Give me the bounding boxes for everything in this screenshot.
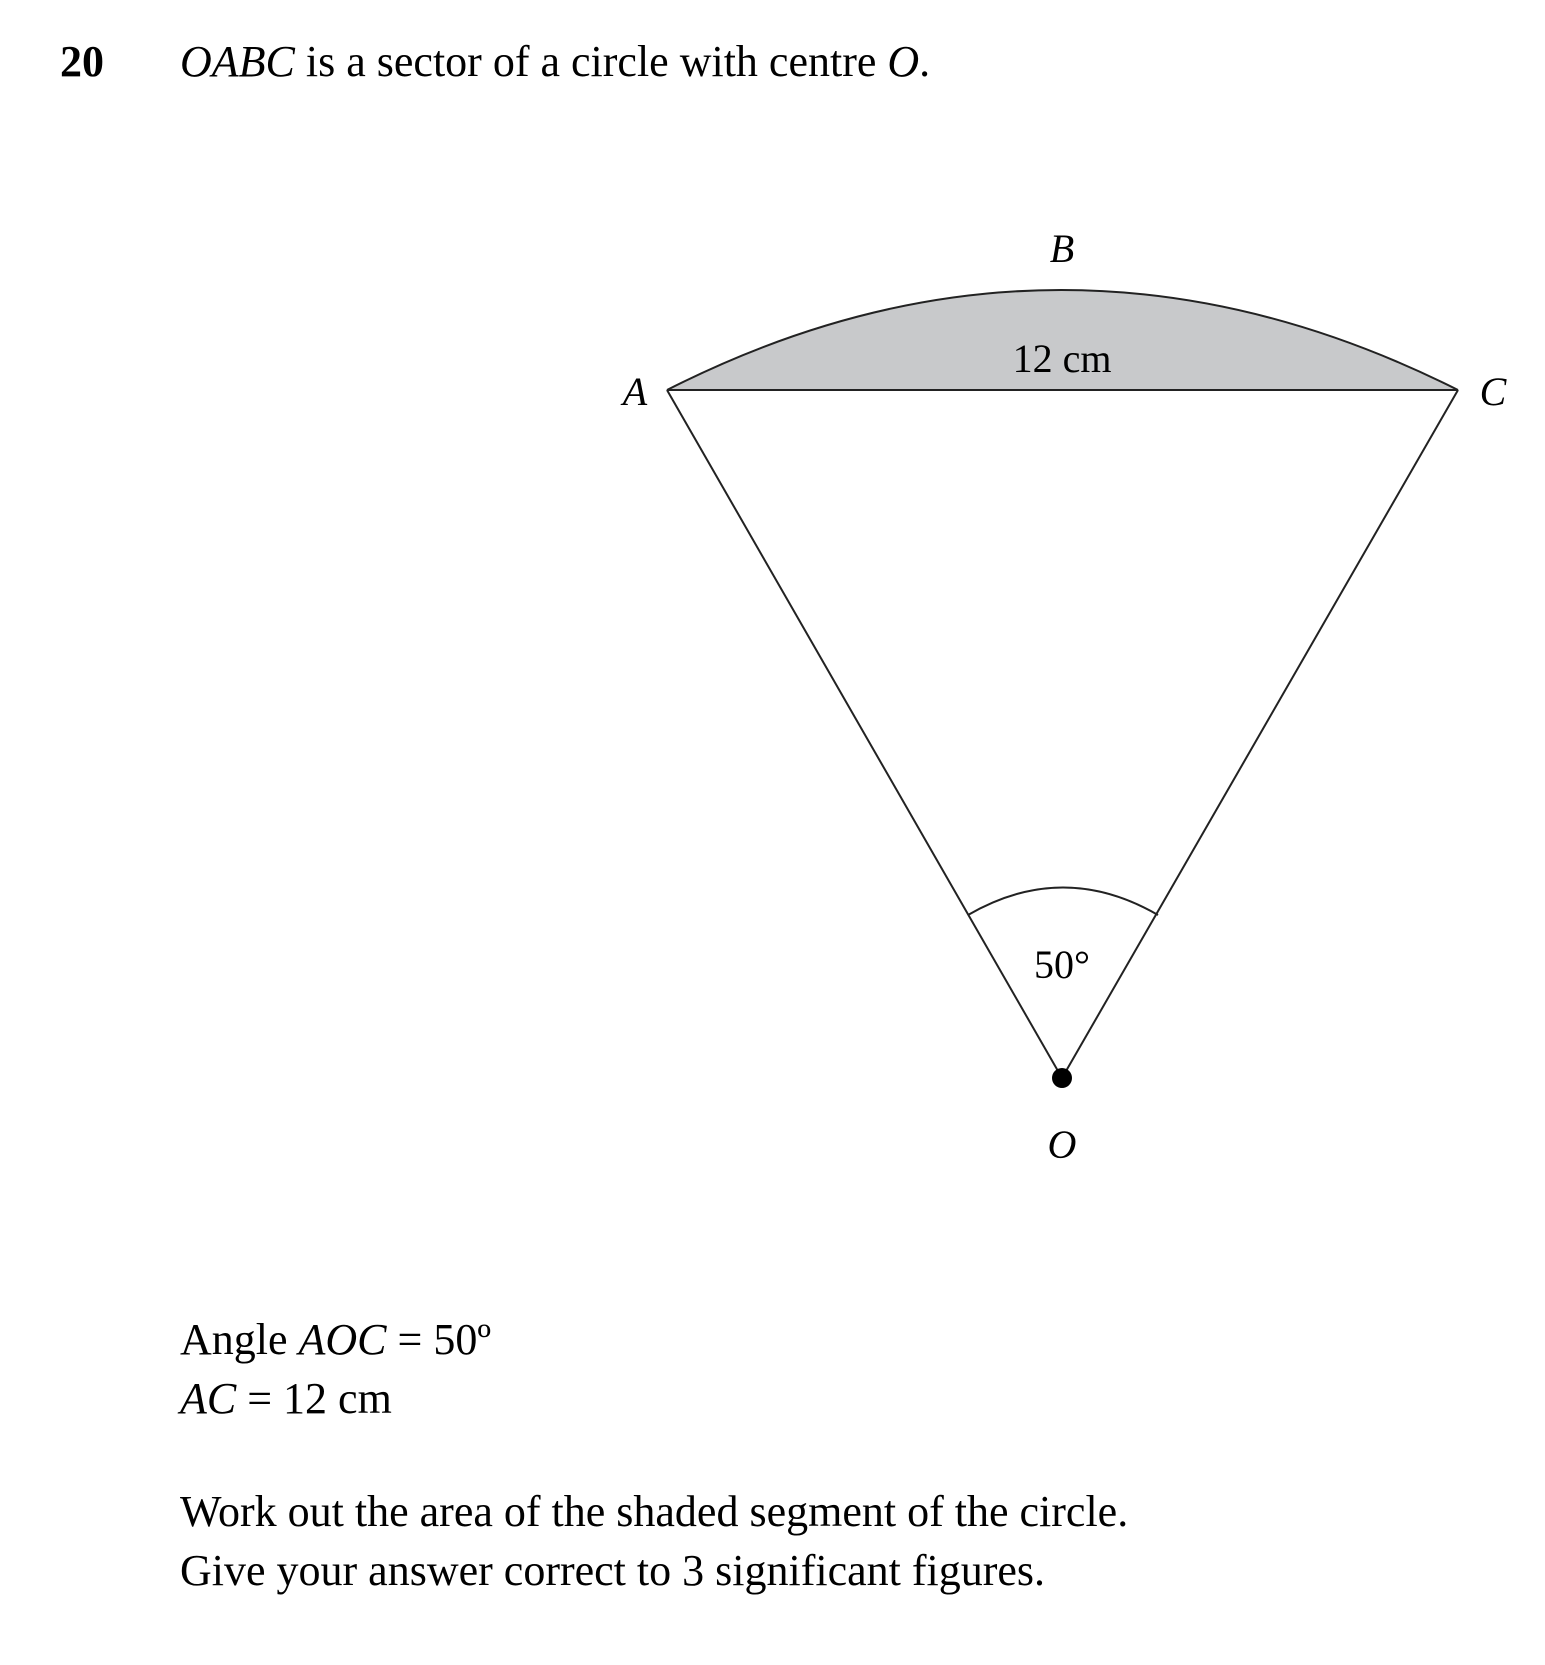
given-length-value: = 12 cm bbox=[236, 1374, 392, 1423]
label-o: O bbox=[1047, 1122, 1077, 1167]
angle-arc bbox=[968, 888, 1158, 916]
given-angle bbox=[180, 1315, 491, 1364]
given-angle-name: AOC bbox=[298, 1315, 387, 1364]
task-line-2: Give your answer correct to 3 significant figures. bbox=[180, 1546, 1046, 1595]
given-length-name: AC bbox=[180, 1374, 237, 1423]
given-angle-prefix: Angle bbox=[180, 1315, 299, 1364]
radius-oc bbox=[1062, 390, 1458, 1078]
given-length bbox=[180, 1374, 392, 1423]
given-angle-value: = 50º bbox=[386, 1315, 491, 1364]
stem-shape-name: OABC bbox=[180, 37, 295, 86]
label-b: B bbox=[1049, 226, 1075, 271]
label-a: A bbox=[622, 369, 648, 414]
question-number: 20 bbox=[60, 37, 104, 86]
centre-point-o bbox=[1052, 1068, 1072, 1088]
chord-length-label: 12 cm bbox=[1012, 336, 1112, 381]
label-c: C bbox=[1479, 369, 1507, 414]
stem-end: . bbox=[919, 37, 931, 86]
task-line-1: Work out the area of the shaded segment of the circle. bbox=[180, 1487, 1129, 1536]
stem-centre-name: O bbox=[887, 37, 920, 86]
angle-label: 50° bbox=[1034, 942, 1090, 987]
stem-text: is a sector of a circle with centre bbox=[294, 37, 888, 86]
radius-oa bbox=[667, 390, 1062, 1078]
